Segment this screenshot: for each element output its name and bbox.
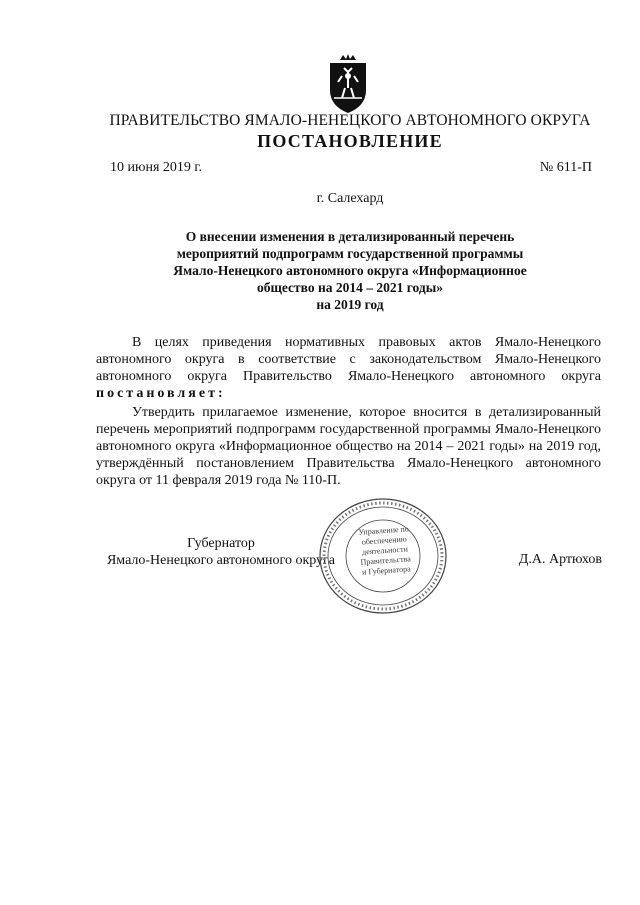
signer-title-line: Губернатор xyxy=(187,536,255,551)
document-date: 10 июня 2019 г. xyxy=(110,160,203,175)
government-name: ПРАВИТЕЛЬСТВО ЯМАЛО-НЕНЕЦКОГО АВТОНОМНОГО ОКРУГА xyxy=(109,112,591,129)
signer-position xyxy=(96,535,346,569)
title-line: Ямало-Ненецкого автономного округа «Информационное xyxy=(173,263,527,278)
decree-word: постановляет: xyxy=(96,386,226,401)
document-type: ПОСТАНОВЛЕНИЕ xyxy=(257,131,443,151)
document-title xyxy=(120,228,580,313)
title-line: мероприятий подпрограмм государственной программы xyxy=(176,246,524,261)
title-line: О внесении изменения в детализированный перечень xyxy=(185,229,515,244)
stamp-text xyxy=(348,524,421,579)
document-number: № 611-П xyxy=(539,160,592,175)
resolution-paragraph: Утвердить прилагаемое изменение, которое вносится в детализированный перечень мероприятий подпрограмм государственной программы Ямало-Ненецкого автономного округа «Информационное общество на 2014 – 2021 годы» на 2019 год, утверждённый постановлением Правительства Ямало-Ненецкого автономного округа от 11 февраля 2019 года № 110-П. xyxy=(96,405,601,488)
stamp-line: деятельности xyxy=(361,544,409,557)
preamble-text: В целях приведения нормативных правовых актов Ямало-Ненецкого автономного округа в соответствие с законодательством Ямало-Ненецкого автономного округа Правительство Ямало-Ненецкого автономного округа xyxy=(96,335,601,384)
stamp-line: обеспечению xyxy=(361,534,408,547)
signer-name: Д.А. Артюхов xyxy=(518,552,602,567)
stamp-line: Управление по xyxy=(358,524,410,537)
signer-title-line: Ямало-Ненецкого автономного округа xyxy=(106,553,336,568)
document-city: г. Салехард xyxy=(316,191,384,206)
title-line: общество на 2014 – 2021 годы» xyxy=(256,280,444,295)
preamble-paragraph xyxy=(96,334,601,402)
title-line: на 2019 год xyxy=(316,297,384,312)
yamal-coat-of-arms-icon xyxy=(326,54,370,114)
stamp-line: и Губернатора xyxy=(361,564,411,577)
stamp-line: Правительства xyxy=(360,554,412,567)
